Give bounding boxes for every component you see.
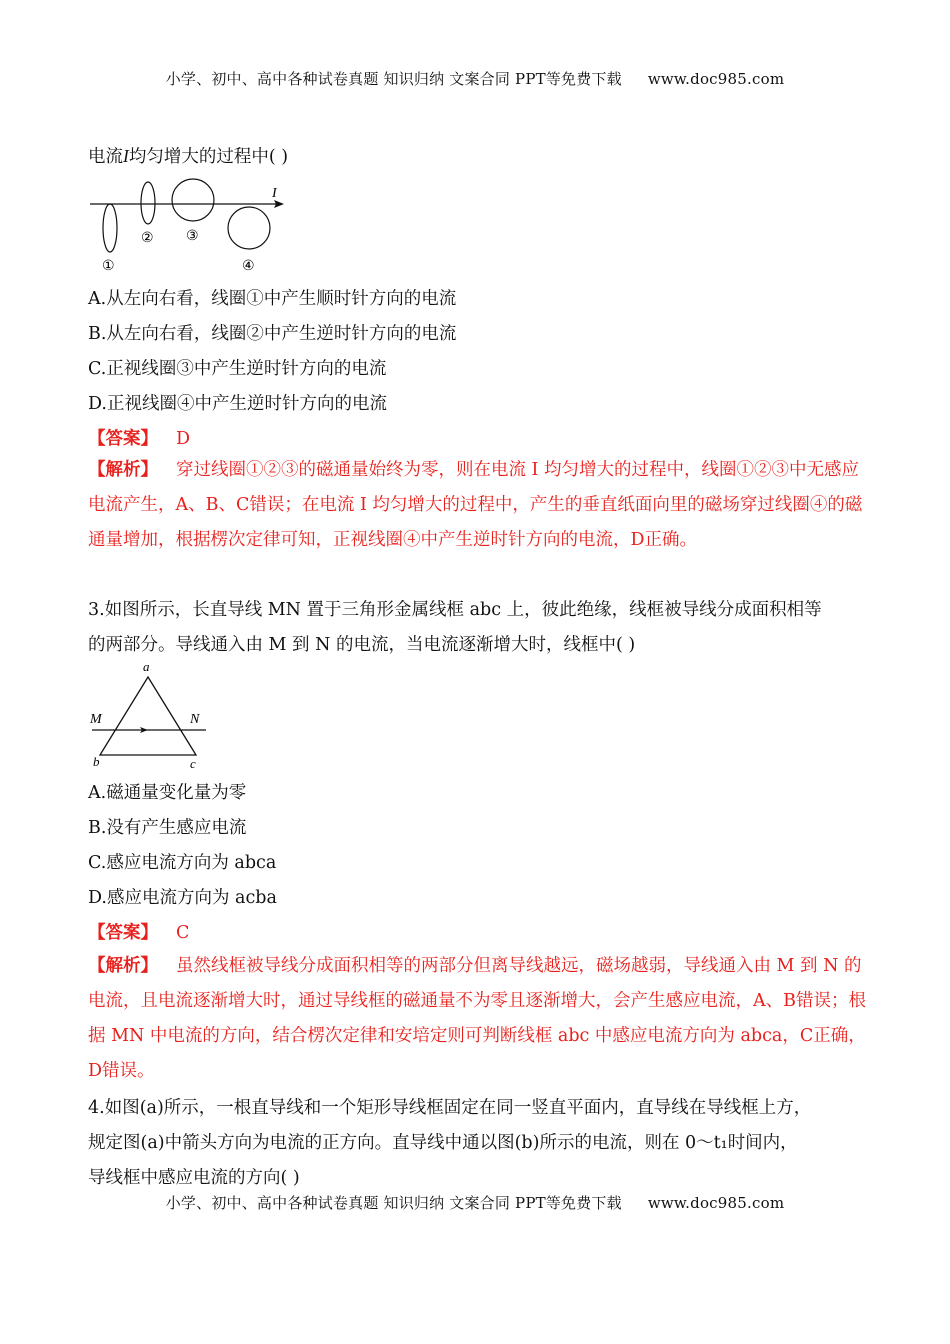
coil-1-label: ① xyxy=(102,258,115,274)
q2-answer xyxy=(88,425,190,450)
vertex-b: b xyxy=(93,754,100,769)
q2-coils-figure xyxy=(86,176,296,276)
answer-label: 【答案】 xyxy=(88,923,158,943)
q2-option-d: D.正视线圈④中产生逆时针方向的电流 xyxy=(88,394,387,414)
header-site-link[interactable]: www.doc985.com xyxy=(647,70,785,88)
q2-option-a: A.从左向右看，线圈①中产生顺时针方向的电流 xyxy=(88,289,457,309)
coil-3 xyxy=(172,179,214,221)
q2-stem: 电流I均匀增大的过程中( ) xyxy=(88,146,289,167)
answer-value: D xyxy=(176,429,191,449)
q3-option-a: A.磁通量变化量为零 xyxy=(88,783,247,803)
answer-value: C xyxy=(176,923,190,943)
q2-analysis xyxy=(88,453,868,558)
q3-stem-line-2: 的两部分。导线通入由 M 到 N 的电流，当电流逐渐增大时，线框中( ) xyxy=(88,635,636,655)
q3-answer xyxy=(88,919,189,944)
answer-label: 【答案】 xyxy=(88,429,158,449)
analysis-text: 虽然线框被导线分成面积相等的两部分但离导线越远，磁场越弱，导线通入由 M 到 N 的电流，且电流逐渐增大时，通过导线框的磁通量不为零且逐渐增大，会产生感应电流，A、B错误；根据 MN 中电流的方向，结合楞次定律和安培定则可判断线框 abc 中感应电流方向为 abca，C正确，D错误。 xyxy=(88,956,866,1081)
current-label: I xyxy=(272,186,277,201)
footer-site-link[interactable]: www.doc985.com xyxy=(647,1194,785,1212)
label-n: N xyxy=(190,712,200,727)
q3-stem-line-1: 3.如图所示，长直导线 MN 置于三角形金属线框 abc 上，彼此绝缘，线框被导线分成面积相等 xyxy=(88,600,822,620)
q4-stem-line-2: 规定图(a)中箭头方向为电流的正方向。直导线中通以图(b)所示的电流，则在 0～t₁时间内， xyxy=(88,1133,798,1153)
page-footer xyxy=(0,1192,950,1213)
coil-1 xyxy=(103,204,117,252)
analysis-text: 穿过线圈①②③的磁通量始终为零，则在电流 I 均匀增大的过程中，线圈①②③中无感应电流产生，A、B、C错误；在电流 I 均匀增大的过程中，产生的垂直纸面向里的磁场穿过线圈④的磁通量增加，根据楞次定律可知，正视线圈④中产生逆时针方向的电流，D正确。 xyxy=(88,460,863,550)
q3-analysis xyxy=(88,949,868,1089)
coil-4-label: ④ xyxy=(242,258,255,274)
vertex-a: a xyxy=(143,660,150,674)
page-header xyxy=(0,68,950,89)
q2-option-c: C.正视线圈③中产生逆时针方向的电流 xyxy=(88,359,387,379)
q4-stem-line-3: 导线框中感应电流的方向( ) xyxy=(88,1168,300,1188)
coil-2-label: ② xyxy=(141,230,154,246)
q3-option-b: B.没有产生感应电流 xyxy=(88,818,247,838)
coil-2 xyxy=(141,182,155,224)
triangle-frame xyxy=(100,677,196,755)
label-m: M xyxy=(90,712,102,727)
q2-option-b: B.从左向右看，线圈②中产生逆时针方向的电流 xyxy=(88,324,457,344)
header-text: 小学、初中、高中各种试卷真题 知识归纳 文案合同 PPT等免费下载 xyxy=(165,70,622,88)
coil-4 xyxy=(228,207,270,249)
coil-3-label: ③ xyxy=(186,228,199,244)
q3-option-d: D.感应电流方向为 acba xyxy=(88,888,277,908)
analysis-label: 【解析】 xyxy=(88,956,158,976)
q3-triangle-figure xyxy=(86,660,216,772)
footer-text: 小学、初中、高中各种试卷真题 知识归纳 文案合同 PPT等免费下载 xyxy=(165,1194,622,1212)
vertex-c: c xyxy=(190,756,196,771)
analysis-label: 【解析】 xyxy=(88,460,158,480)
q3-option-c: C.感应电流方向为 abca xyxy=(88,853,277,873)
q4-stem-line-1: 4.如图(a)所示，一根直导线和一个矩形导线框固定在同一竖直平面内，直导线在导线框上方， xyxy=(88,1098,812,1118)
